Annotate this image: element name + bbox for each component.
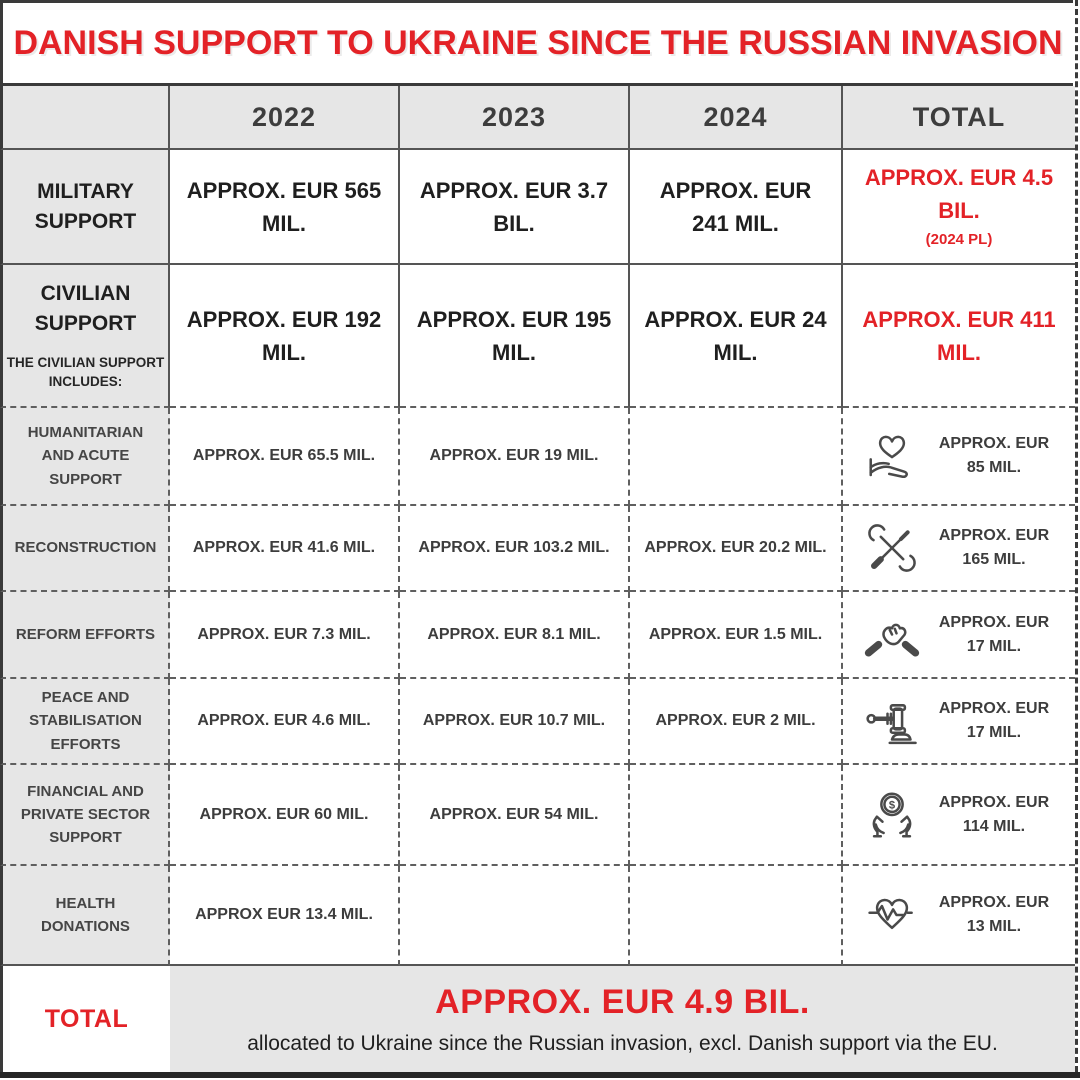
cell-military-2022: APPROX. EUR 565 MIL.: [170, 150, 400, 265]
heart-in-hand-icon: [864, 428, 920, 484]
tools-icon: [864, 520, 920, 576]
civilian-sublabel: THE CIVILIAN SUPPORT INCLUDES:: [6, 355, 165, 389]
page-title-box: [0, 0, 1073, 86]
header-cell-2024: 2024: [630, 86, 843, 150]
cell-military-2023: APPROX. EUR 3.7 BIL.: [400, 150, 630, 265]
reform-total: APPROX. EUR 17 MIL.: [938, 613, 1050, 655]
cell-humanitarian-2022: APPROX. EUR 65.5 MIL.: [170, 408, 400, 506]
row-label-humanitarian: HUMANITARIAN AND ACUTE SUPPORT: [0, 408, 170, 506]
row-label-reconstruction: RECONSTRUCTION: [0, 506, 170, 592]
support-table: [0, 86, 1075, 1072]
cell-health-2024: [630, 866, 843, 966]
cell-civilian-2022: APPROX. EUR 192 MIL.: [170, 265, 400, 408]
health-total: APPROX. EUR 13 MIL.: [938, 894, 1050, 935]
reconstruction-total: APPROX. EUR 165 MIL.: [938, 527, 1050, 568]
footer-total-amount: APPROX. EUR 4.9 BIL.: [435, 982, 810, 1021]
row-label-peace-stabilisation: PEACE AND STABILISATION EFFORTS: [0, 679, 170, 765]
cell-peace-2024: APPROX. EUR 2 MIL.: [630, 679, 843, 765]
footer-total-description: allocated to Ukraine since the Russian invasion, excl. Danish support via the EU.: [247, 1031, 998, 1055]
cell-health-total: [843, 866, 1075, 966]
cell-civilian-2024: APPROX. EUR 24 MIL.: [630, 265, 843, 408]
dashed-right-border: [1075, 0, 1078, 1072]
cell-military-total: [843, 150, 1075, 265]
cell-humanitarian-2023: APPROX. EUR 19 MIL.: [400, 408, 630, 506]
cell-civilian-total: APPROX. EUR 411 MIL.: [843, 265, 1075, 408]
peace-total: APPROX. EUR 17 MIL.: [938, 700, 1050, 741]
footer-total-label-cell: [0, 966, 170, 1072]
cell-reform-2022: APPROX. EUR 7.3 MIL.: [170, 592, 400, 679]
cell-military-2024: APPROX. EUR 241 MIL.: [630, 150, 843, 265]
row-label-reform-efforts: REFORM EFFORTS: [0, 592, 170, 679]
cell-health-2023: [400, 866, 630, 966]
header-cell-2022: 2022: [170, 86, 400, 150]
cell-reform-2023: APPROX. EUR 8.1 MIL.: [400, 592, 630, 679]
header-cell-empty: [0, 86, 170, 150]
cell-reform-total: [843, 592, 1075, 679]
bottom-bar: [0, 1072, 1080, 1078]
financial-total: APPROX. EUR 114 MIL.: [938, 793, 1050, 835]
cell-financial-2024: [630, 765, 843, 866]
row-label-financial: FINANCIAL AND PRIVATE SECTOR SUPPORT: [0, 765, 170, 866]
cell-reconstruction-total: [843, 506, 1075, 592]
cell-financial-2023: APPROX. EUR 54 MIL.: [400, 765, 630, 866]
row-label-civilian-support: [0, 265, 170, 408]
svg-text:$: $: [888, 798, 896, 811]
cell-civilian-2023: APPROX. EUR 195 MIL.: [400, 265, 630, 408]
row-label-military-support: MILITARY SUPPORT: [0, 150, 170, 265]
cell-peace-2022: APPROX. EUR 4.6 MIL.: [170, 679, 400, 765]
cell-reconstruction-2024: APPROX. EUR 20.2 MIL.: [630, 506, 843, 592]
military-total-amount: APPROX. EUR 4.5 BIL.: [864, 165, 1054, 224]
military-total-note: (2024 PL): [925, 231, 993, 249]
row-label-health-donations: HEALTH DONATIONS: [0, 866, 170, 966]
cell-financial-2022: APPROX. EUR 60 MIL.: [170, 765, 400, 866]
footer-total-cell: [170, 966, 1075, 1072]
cell-health-2022: APPROX EUR 13.4 MIL.: [170, 866, 400, 966]
cell-humanitarian-total: [843, 408, 1075, 506]
handshake-icon: [864, 607, 920, 663]
cell-peace-total: [843, 679, 1075, 765]
humanitarian-total: APPROX. EUR 85 MIL.: [938, 435, 1050, 476]
heart-pulse-icon: [864, 887, 920, 943]
page-title: DANISH SUPPORT TO UKRAINE SINCE THE RUSSIAN INVASION: [13, 23, 1063, 62]
cell-reconstruction-2023: APPROX. EUR 103.2 MIL.: [400, 506, 630, 592]
header-cell-total: TOTAL: [843, 86, 1075, 150]
money-hands-icon: [864, 787, 920, 843]
cell-reform-2024: APPROX. EUR 1.5 MIL.: [630, 592, 843, 679]
header-cell-2023: 2023: [400, 86, 630, 150]
cell-peace-2023: APPROX. EUR 10.7 MIL.: [400, 679, 630, 765]
cell-humanitarian-2024: [630, 408, 843, 506]
cell-financial-total: [843, 765, 1075, 866]
cell-reconstruction-2022: APPROX. EUR 41.6 MIL.: [170, 506, 400, 592]
footer-total-label: TOTAL: [44, 1004, 129, 1033]
gavel-icon: [864, 693, 920, 749]
civilian-label: CIVILIAN SUPPORT: [34, 282, 137, 335]
